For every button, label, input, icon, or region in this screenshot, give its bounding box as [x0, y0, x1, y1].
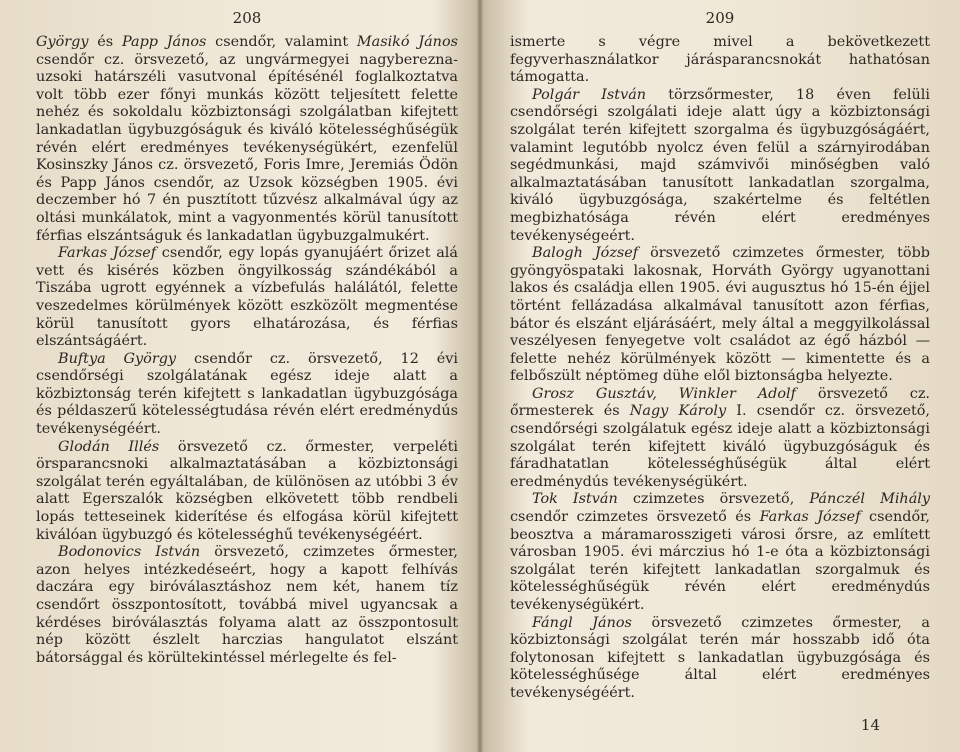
text-run: törzsőrmester, 18 éven felüli csendőrségi szolgálati ideje alatt úgy a közbiztonsági szolgálat terén kifejtett szorgalma és ügybuzgóságáért, valamint legutóbb nyolcz éven felül a szárnyirodában segédmunkási, majd számvivői minőségben való alkalmaztatásában tanusított lankadatlan szorgalma, kiváló ügybuzgósága, szakértelme és feltétlen megbizhatósága révén elért eredményes tevékenységeért. [510, 86, 930, 244]
paragraph [36, 351, 458, 439]
text-run: örsvezető cz. őrmester, verpeléti örsparancsnoki alkalmaztatásában a közbiztonsági szolgálat terén egyáltalában, de különösen az utóbbi 3 év alatt Egerszalók községben elkövetett több rendbeli lopás tetteseinek kiderítése és elfogása körül kifejtett kiválóan ügybuzgó és kötelességhű tevékenységéért. [36, 438, 458, 543]
text-run: örsvezető czimzetes őrmester, több gyöngyöspataki lakosnak, Horváth György ugyanottani lakos és családja ellen 1905. évi augusztus hó 15-én éjjel történt fellázadása alkalmával tanusított azon férfias, bátor és elszánt eljárásáért, mely által a meggyilkolással veszélyesen fenyegetve volt családot az égő házból — felette nehéz körülmények között — kimentette és a felbőszült néptömeg dühe elől biztonságba helyezte. [510, 245, 930, 385]
paragraph [510, 615, 930, 703]
text-run: csendőr cz. örsvezető, az ungvármegyei nagyberezna-uzsoki határszéli vasutvonal építésénél foglalkoztatva volt több ezer főnyi munkás között teljesített felette nehéz és sokoldalu közbiztonsági szolgálatban kifejtett lankadatlan ügybuzgóságuk és kiváló kötelességhűségük révén elért eredményes tevékenységükért, ezenfelül Kosinszky János cz. örsvezető, Foris Imre, Jeremiás Ödön és Papp János csendőr, az Uzsok községben 1905. évi deczember hó 7 én pusztított tűzvész alkalmával úgy az oltási munkálatok, mint a vagyonmentés körül tanusított férfias elszántságuk és lankadatlan ügybuzgalmukért. [36, 51, 458, 244]
person-name: Polgár István [532, 86, 647, 103]
paragraph [510, 245, 930, 386]
person-name: Farkas József [759, 509, 861, 526]
text-run: ismerte s végre mivel a bekövetkezett fegyverhasználatkor járásparancsnokát hathatósan támogatta. [510, 34, 930, 86]
text-run: örsvezető, czimzetes őrmester, azon helyes intézkedéseért, hogy a kapott felhívás daczára egy biróválasztáshoz nem két, hanem tíz csendőrt összpontosított, továbbá mivel ugyancsak a kérdéses biróválasztás folyama alatt az összpontosult nép között észlelt harczias hangulatot elszánt bátorsággal és körültekintéssel mérlegelte és fel- [36, 544, 458, 666]
text-run: csendőr, egy lopás gyanujáért őrizet alá vett és kisérés közben öngyilkosság szándékából a Tiszába ugrott egyénnek a vízbefulás halálától, felette veszedelmes körülmények között eszközölt megmentése körül tanusított gyors elhatározása, és férfias elszántságáért. [36, 245, 458, 350]
person-name: Pánczél Mihály [809, 491, 931, 508]
paragraph [510, 34, 930, 87]
person-name: Masikó János [356, 34, 458, 50]
text-run: czimzetes örsvezető, [617, 491, 810, 508]
paragraph [36, 439, 458, 545]
signature-mark: 14 [860, 716, 880, 734]
text-run: csendőr, valamint [206, 34, 357, 50]
paragraph [36, 245, 458, 351]
person-name: Tok István [532, 491, 618, 508]
paragraph [510, 87, 930, 245]
text-run: csendőr, beosztva a máramarosszigeti városi őrsre, az említett városban 1905. évi márczius hó 1-e óta a közbiztonsági szolgálat terén kifejtett lankadatlan szorgalmuk és kötelességhűségük révén elért eredménydús tevékenységükért. [510, 509, 930, 613]
person-name: Buftya György [58, 350, 177, 367]
person-name: György [36, 34, 89, 50]
paragraph [510, 386, 930, 492]
person-name: Grosz Gusztáv, Winkler Adolf [532, 385, 796, 402]
page-number-right: 209 [705, 9, 735, 27]
text-run: csendőr cz. örsvezető, 12 évi csendőrségi szolgálatának egész ideje alatt a közbiztonság terén kifejtett s lankadatlan ügybuzgósága és példaszerű kötelességtudása révén elért eredménydús tevékenységéért. [36, 350, 459, 438]
left-page-text [36, 34, 458, 667]
person-name: Bodonovics István [58, 544, 201, 561]
right-page-text [510, 34, 930, 703]
person-name: Glodán Illés [58, 438, 160, 455]
person-name: Fángl János [532, 614, 632, 631]
person-name: Papp János [121, 34, 207, 50]
text-run: örsvezető czimzetes őrmester, a közbiztonsági szolgálat terén már hosszabb idő óta folytonosan kifejtett s lankadatlan ügybuzgósága és kötelességhűsége által elért eredményes tevékenységéért. [510, 614, 930, 701]
person-name: Balogh József [532, 245, 639, 262]
person-name: Farkas József [58, 245, 157, 262]
paragraph [36, 544, 458, 667]
text-run: örsvezető cz. őrmesterek és [510, 385, 930, 420]
page-number-left: 208 [232, 9, 262, 27]
person-name: Nagy Károly [629, 403, 727, 420]
text-run: és [88, 34, 122, 50]
text-run: csendőr czimzetes örsvezető és [510, 509, 760, 526]
text-run: I. csendőr cz. örsvezető, csendőrségi szolgálatuk egész ideje alatt a közbiztonsági szolgálat terén kifejtett kiváló ügybuzgóságuk és fáradhatatlan kötelességhűségük által elért eredménydús tevékenységükért. [510, 403, 930, 490]
paragraph [36, 34, 458, 245]
right-page [480, 0, 960, 752]
paragraph [510, 491, 930, 614]
